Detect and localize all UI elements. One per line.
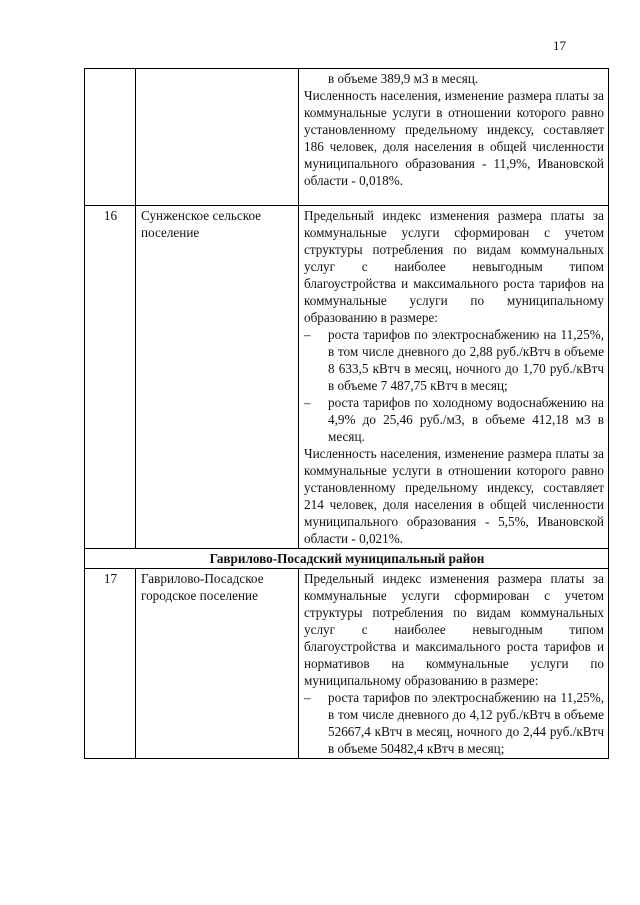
description-cell [299, 569, 609, 759]
list-item-text: роста тарифов по холодному водоснабжению на 4,9% до 25,46 руб./м3, в объеме 412,18 м3 в месяц. [328, 395, 604, 444]
description-text: Численность населения, изменение размера платы за коммунальные услуги в отношении которого равно установленному предельному индексу, составляет 186 человек, доля населения в общей численности муниципального образования - 11,9%, Ивановской области - 0,018%. [304, 88, 604, 188]
list-item [304, 689, 604, 757]
municipality-cell [136, 69, 299, 206]
description-outro: Численность населения, изменение размера платы за коммунальные услуги в отношении которого равно установленному предельному индексу, составляет 214 человек, доля населения в общей численности муниципального образования - 5,5%, Ивановской области - 0,021%. [304, 446, 604, 546]
list-item [304, 326, 604, 394]
tariff-table [84, 68, 609, 759]
description-cell [299, 206, 609, 549]
table-row-17 [85, 569, 609, 759]
list-item [304, 394, 604, 445]
table-row-continuation [85, 69, 609, 206]
bullet-dash: – [304, 327, 311, 342]
list-item-text: роста тарифов по электроснабжению на 11,25%, в том числе дневного до 2,88 руб./кВтч в объеме 8 633,5 кВтч в месяц, ночного до 1,70 руб./кВтч в объеме 7 487,75 кВтч в месяц; [328, 327, 604, 393]
bullet-dash: – [304, 690, 311, 705]
row-number-cell [85, 69, 136, 206]
description-text: в объеме 389,9 м3 в месяц. [328, 71, 479, 86]
list-item-text: роста тарифов по электроснабжению на 11,25%, в том числе дневного до 4,12 руб./кВтч в объеме 52667,4 кВтч в месяц, ночного до 2,44 руб./кВтч в объеме 50482,4 кВтч в месяц; [328, 690, 604, 756]
description-intro: Предельный индекс изменения размера платы за коммунальные услуги сформирован с учетом структуры потребления по видам коммунальных услуг с наиболее невыгодным типом благоустройства и максимального роста тарифов и нормативов на коммунальные услуги по муниципальному образованию в размере: [304, 571, 604, 688]
district-title: Гаврилово-Посадский муниципальный район [85, 549, 609, 569]
description-cell [299, 69, 609, 206]
table-row-16 [85, 206, 609, 549]
page-number: 17 [553, 38, 566, 53]
district-header-row [85, 549, 609, 569]
bullet-dash: – [304, 395, 311, 410]
description-intro: Предельный индекс изменения размера платы за коммунальные услуги сформирован с учетом структуры потребления по видам коммунальных услуг с наиболее невыгодным типом благоустройства и максимального роста тарифов на коммунальные услуги по муниципальному образованию в размере: [304, 208, 604, 325]
row-number: 17 [85, 569, 136, 759]
row-number: 16 [85, 206, 136, 549]
municipality-name: Гаврилово-Посадское городское поселение [136, 569, 299, 759]
municipality-name: Сунженское сельское поселение [136, 206, 299, 549]
